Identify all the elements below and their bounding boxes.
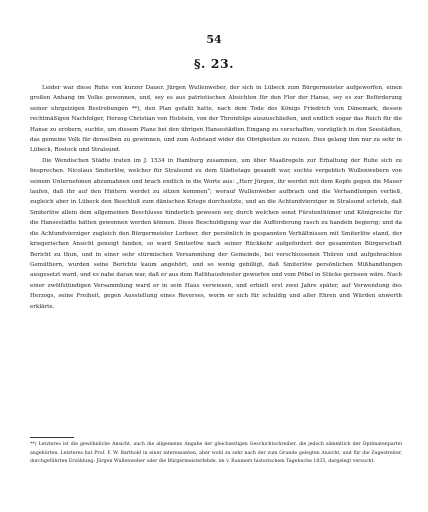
paragraph-1: Leider war diese Ruhe von kurzer Dauer. Jürgen Wullenweber, der sich in Lübeck zum Bürgermeister aufgeworfen, einen großen Anhang im Volke gewonnen, und, sey es aus patriotischen Absichten für den Flor der Hanse, sey es zur Beförderung seiner ehrgeizigen Bestrebungen **), den Plan gefaßt hatte, nach dem Tode des Königs Friedrich von Dänemark, dessen rechtmäßigen Nachfolger, Herzog Christian von Holstein, von der Thronfolge auszuschließen, und endlich sogar das Reich für die Hanse zu erobern, suchte, um diesem Plane bei den übrigen Hansestädten Eingang zu verschaffen, vorzüglich in den Seestädten, das gemeine Volk für denselben zu gewinnen, und zum Aufstand wider die Obrigkeiten zu reizen. Dies gelang ihm nur zu sehr in Lübeck, Rostock und Stralsund. xyxy=(30,85,402,154)
body-text xyxy=(30,83,402,312)
footnote: **) Letzteres ist die gewöhnliche Ansicht, auch die allgemeine Angabe der gleichzeitigen Geschichtschreiber, die jedoch sämmtlich der Optimatenpartei angehörten. Letzteres hat Prof. F. W. Barthold in einer interessanten, aber wohl zu sehr nach der zum Grunde gelegten Ansicht, und für die Zugestreiter, durchgeführten Erzählung: Jürgen Wullenweber oder die Bürgermeisterfehde, im v. Raumers historischem Tagebuche 1835, dargelegt versucht. xyxy=(30,442,402,465)
footnote-divider xyxy=(30,437,74,438)
section-heading: §. 23. xyxy=(194,56,234,71)
paragraph-2: Die Wendischen Städte traten im J. 1534 in Hamburg zusammen, um über Maaßregeln zur Erhaltung der Ruhe sich zu besprechen. Nicolaus Smiterlöw, welcher für Stralsund zu dem Städtetage gesandt war, suchte vergeblich Wullenwebern von seinem Unternehmen abzumahnen und brach endlich in die Worte aus: „Herr Jürgen, ihr werdet mit dem Kopfe gegen die Mauer laufen, daß ihr auf den Hintern werdet zu sitzen kommen“; worauf Wullenweber aufbrach und die Verhandlungen verließ, zugleich aber in Lübeck den Beschluß zum dänischen Kriege durchsetzte, und an die Achtundvierziger in Stralsund schrieb, daß Smiterlöw allein dem allgemeinen Beschlusse hinderlich gewesen sey, durch welchen sonst Fürstenthümer und Königreiche für die Hansestädte hätten gewonnen werden können. Diese Beschuldigung war die Aufforderung rasch zu handeln begierig; und da die Achtundvierziger zugleich den Bürgermeister Lorbeer, der persönlich in gespannten Verhältnissen mit Smiterlöw stand, der kriegerischen Ansicht geneigt fanden, so ward Smiterlöw nach seiner Rückkehr aufgefordert der gesammten Bürgerschaft Bericht zu thun, und in einer sehr stürmischen Versammlung der Gemeinde, bei verschlossenen Thüren und aufgebrachten Gemüthern, wurden seine Berichte kaum angehört, und so wenig gebilligt, daß Smiterlöw persönlichen Mißhandlungen ausgesetzt ward, und es nahe daran war, daß er aus dem Rathhausfenster geworfen und vom Pöbel in Stücke gerissen wäre. Nach einer zwölfstündigen Versammlung ward er in sein Haus verwiesen, und erhielt erst zwei Jahre später, auf Verwendung des Herzogs, seine Freiheit, gegen Ausstellung eines Reverses, worin er sich für schuldig und aller Ehren und Würden unwerth erklärte. xyxy=(30,157,402,310)
page-number: 54 xyxy=(206,33,222,46)
